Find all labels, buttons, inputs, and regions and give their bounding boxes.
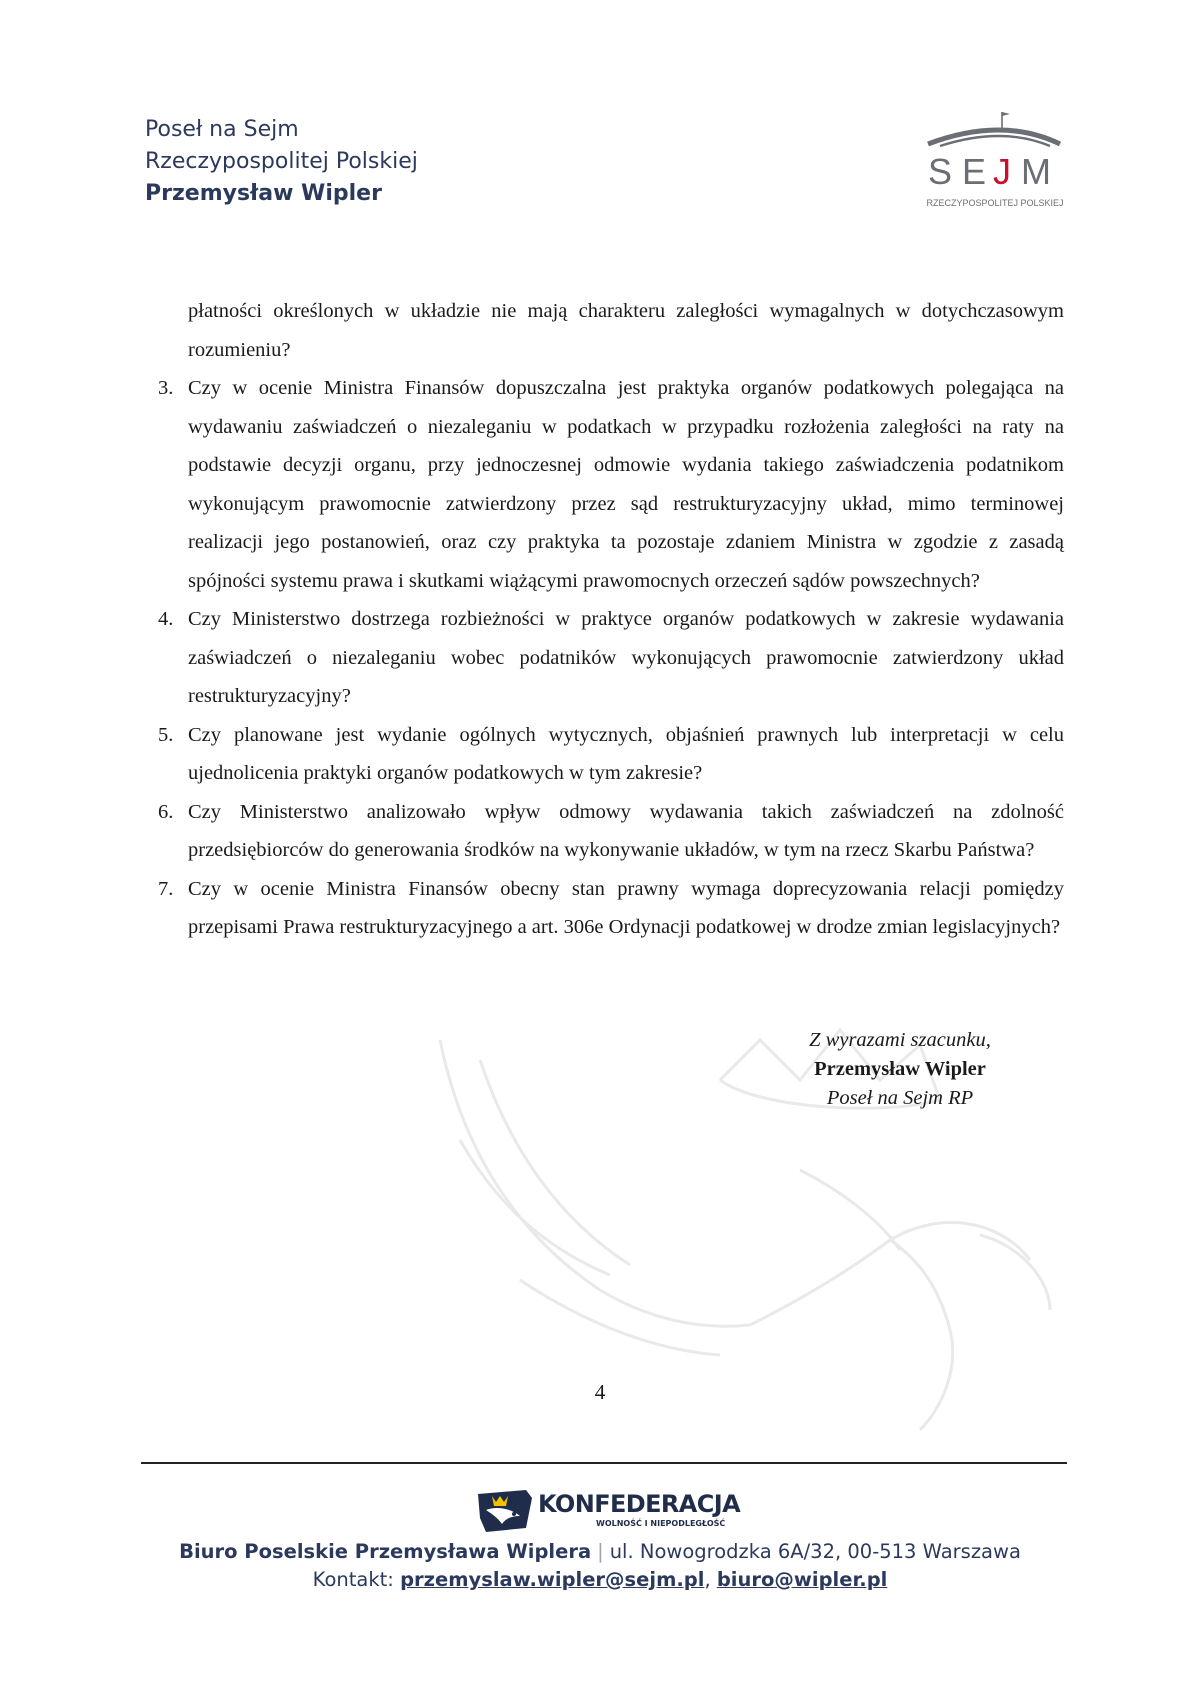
sejm-letter-e: E — [961, 151, 987, 192]
konfederacja-tagline: WOLNOŚĆ I NIEPODLEGŁOŚĆ — [596, 1519, 726, 1528]
sejm-dome-icon — [928, 112, 1060, 146]
sejm-subtitle: RZECZYPOSPOLITEJ POLSKIEJ — [926, 198, 1064, 208]
list-item — [158, 793, 1064, 870]
contact-label: Kontakt: — [312, 1568, 394, 1591]
list-item — [158, 870, 1064, 947]
question-number: 5. — [158, 723, 174, 746]
signature-name: Przemysław Wipler — [814, 1058, 986, 1080]
sejm-letter-j: J — [993, 151, 1011, 192]
question-list — [158, 369, 1064, 947]
list-item — [158, 716, 1064, 793]
konfederacja-logo — [476, 1488, 741, 1534]
page-number: 4 — [594, 1380, 606, 1404]
question-text: Czy planowane jest wydanie ogólnych wytycznych, objaśnień prawnych lub interpretacji w celu ujednolicenia praktyki organów podatkowych w tym zakresie? — [188, 723, 1064, 784]
question-text: Czy Ministerstwo dostrzega rozbieżności w praktyce organów podatkowych w zakresie wydawania zaświadczeń o niezaleganiu wobec podatników wykonujących prawomocnie zatwierdzony układ restrukturyzacyjny? — [188, 608, 1064, 707]
question-number: 4. — [158, 608, 174, 630]
signature-greeting: Z wyrazami szacunku, — [809, 1029, 991, 1051]
question-number: 3. — [158, 377, 174, 399]
konfederacja-name: KONFEDERACJA — [538, 1490, 741, 1518]
question-text: Czy Ministerstwo analizowało wpływ odmowy wydawania takich zaświadczeń na zdolność przedsiębiorców do generowania środków na wykonywanie układów, w tym na rzecz Skarbu Państwa? — [188, 800, 1064, 861]
footer-address — [0, 1540, 1200, 1563]
footer-street: ul. Nowogrodzka 6A/32, 00-513 Warszawa — [609, 1540, 1021, 1563]
konfederacja-eagle-icon — [476, 1488, 534, 1534]
letterhead-name: Przemysław Wipler — [145, 181, 382, 206]
continuation-paragraph: płatności określonych w układzie nie mają charakteru zaległości wymagalnych w dotychczasowym rozumieniu? — [188, 300, 1064, 361]
question-number: 7. — [158, 877, 174, 900]
letter-body — [158, 292, 1064, 947]
footer-divider — [141, 1462, 1067, 1464]
question-text: Czy w ocenie Ministra Finansów dopuszczalna jest praktyka organów podatkowych polegająca na wydawaniu zaświadczeń o niezaleganiu w podatkach w przypadku rozłożenia zaległości na raty na podstawie decyzji organu, przy jednoczesnej odmowie wydania takiego zaświadczenia podatnikom wykonującym prawomocnie zatwierdzony przez sąd restrukturyzacyjny układ, mimo terminowej realizacji jego postanowień, oraz czy praktyka ta pozostaje zdaniem Ministra w zgodzie z zasadą spójności systemu prawa i skutkami wiążącymi prawomocnych orzeczeń sądów powszechnych? — [188, 377, 1064, 592]
footer-separator: | — [597, 1540, 604, 1563]
question-number: 6. — [158, 800, 174, 823]
sejm-letter-s: S — [927, 151, 953, 192]
email-link-office[interactable]: biuro@wipler.pl — [716, 1568, 888, 1591]
sejm-letter-m: M — [1021, 151, 1051, 192]
signature-block — [760, 1026, 1040, 1113]
email-separator: , — [704, 1568, 711, 1591]
list-item — [158, 369, 1064, 600]
list-item — [158, 600, 1064, 716]
letterhead — [145, 114, 418, 210]
question-text: Czy w ocenie Ministra Finansów obecny stan prawny wymaga doprecyzowania relacji pomiędzy przepisami Prawa restrukturyzacyjnego a art. 306e Ordynacji podatkowej w drodze zmian legislacyjnych? — [188, 877, 1064, 938]
footer-office: Biuro Poselskie Przemysława Wiplera — [179, 1540, 592, 1563]
email-link-sejm[interactable]: przemyslaw.wipler@sejm.pl — [400, 1568, 705, 1591]
letterhead-line-1: Poseł na Sejm — [145, 117, 299, 142]
footer-contact — [0, 1568, 1200, 1591]
sejm-logo — [918, 108, 1068, 218]
letterhead-line-2: Rzeczypospolitej Polskiej — [145, 149, 418, 174]
signature-role: Poseł na Sejm RP — [826, 1087, 974, 1109]
